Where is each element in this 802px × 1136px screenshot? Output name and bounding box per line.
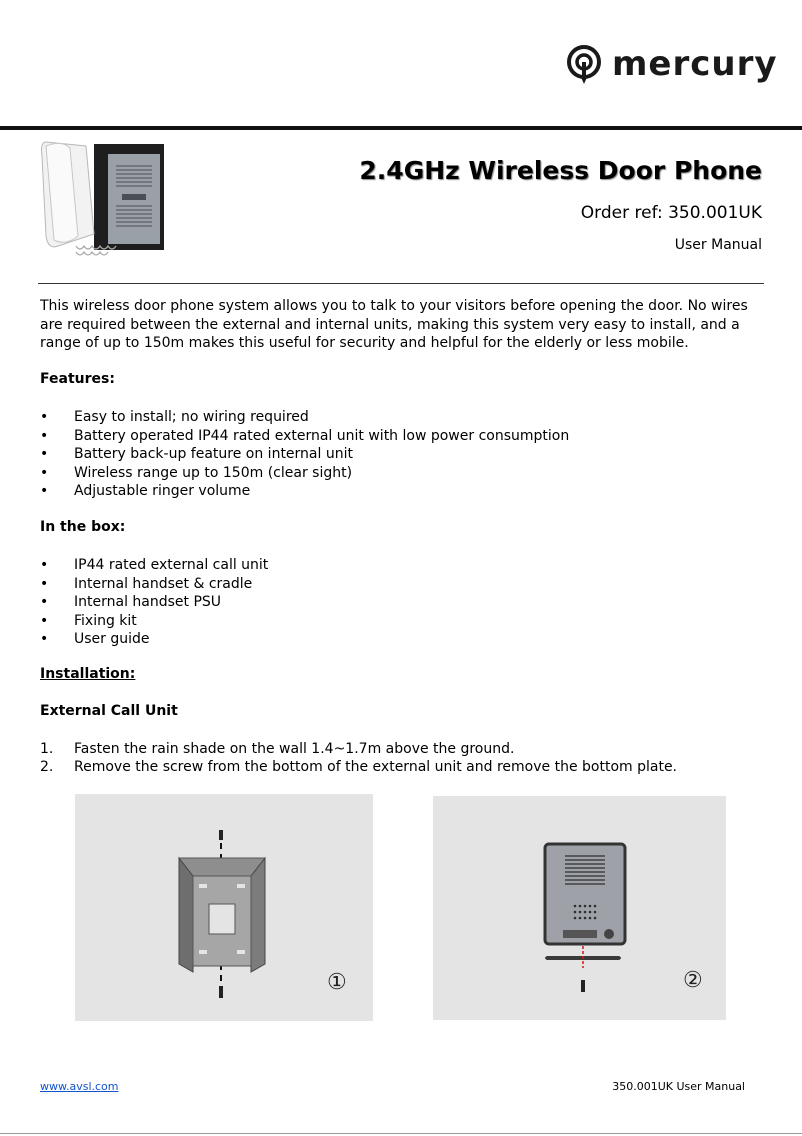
list-item: • Fixing kit: [40, 612, 137, 629]
mercury-logo-icon: [566, 42, 606, 86]
list-item: • IP44 rated external call unit: [40, 557, 269, 573]
bullet-icon: •: [40, 483, 49, 499]
in-box-list: [40, 556, 268, 649]
bullet-icon: •: [40, 594, 49, 610]
step-item: 1. Fasten the rain shade on the wall 1.4~1.7m above the ground.: [40, 741, 515, 757]
features-list: [40, 408, 569, 501]
installation-heading: Installation:: [40, 666, 136, 682]
list-item: • Easy to install; no wiring required: [40, 409, 309, 425]
bullet-icon: •: [40, 427, 49, 444]
installation-steps: [40, 740, 677, 776]
footer-divider: [0, 1133, 802, 1134]
document-title: 2.4GHz Wireless Door Phone: [359, 156, 762, 185]
list-item: • Battery operated IP44 rated external unit with low power consumption: [40, 427, 570, 444]
list-item: • Battery back-up feature on internal unit: [40, 446, 353, 462]
header-divider: [0, 126, 802, 130]
bullet-icon: •: [40, 409, 49, 425]
bullet-icon: •: [40, 575, 49, 592]
external-unit-subheading: External Call Unit: [40, 703, 178, 719]
list-item: • Internal handset PSU: [40, 594, 222, 610]
list-item: • User guide: [40, 631, 150, 647]
figure-rain-shade: [75, 794, 373, 1021]
bullet-icon: •: [40, 612, 49, 629]
step-item: 2. Remove the screw from the bottom of the external unit and remove the bottom plate.: [40, 759, 678, 775]
footer-document-ref: 350.001UK User Manual: [612, 1080, 745, 1093]
figure-1-label: ①: [327, 970, 347, 995]
product-image: [36, 136, 166, 266]
bullet-icon: •: [40, 446, 49, 462]
bullet-icon: •: [40, 557, 49, 573]
document-type: User Manual: [674, 237, 762, 253]
bullet-icon: •: [40, 464, 49, 481]
intro-paragraph: This wireless door phone system allows you to talk to your visitors before opening the door. No wires are required between the external and internal units, making this system very easy to install, and a range of up to 150m makes this useful for security and helpful for the elderly or less mobile.: [40, 298, 748, 351]
order-reference: Order ref: 350.001UK: [580, 203, 762, 223]
brand-logo: [566, 42, 778, 86]
brand-name: mercury: [612, 44, 778, 84]
website-link[interactable]: www.avsl.com: [40, 1080, 119, 1093]
bullet-icon: •: [40, 631, 49, 647]
list-item: • Wireless range up to 150m (clear sight): [40, 464, 353, 481]
features-heading: Features:: [40, 371, 115, 387]
section-divider: [38, 283, 764, 284]
in-box-heading: In the box:: [40, 519, 126, 535]
list-item: • Internal handset & cradle: [40, 575, 253, 592]
figure-2-label: ②: [683, 968, 703, 993]
figure-external-unit: [433, 796, 726, 1020]
list-item: • Adjustable ringer volume: [40, 483, 251, 499]
